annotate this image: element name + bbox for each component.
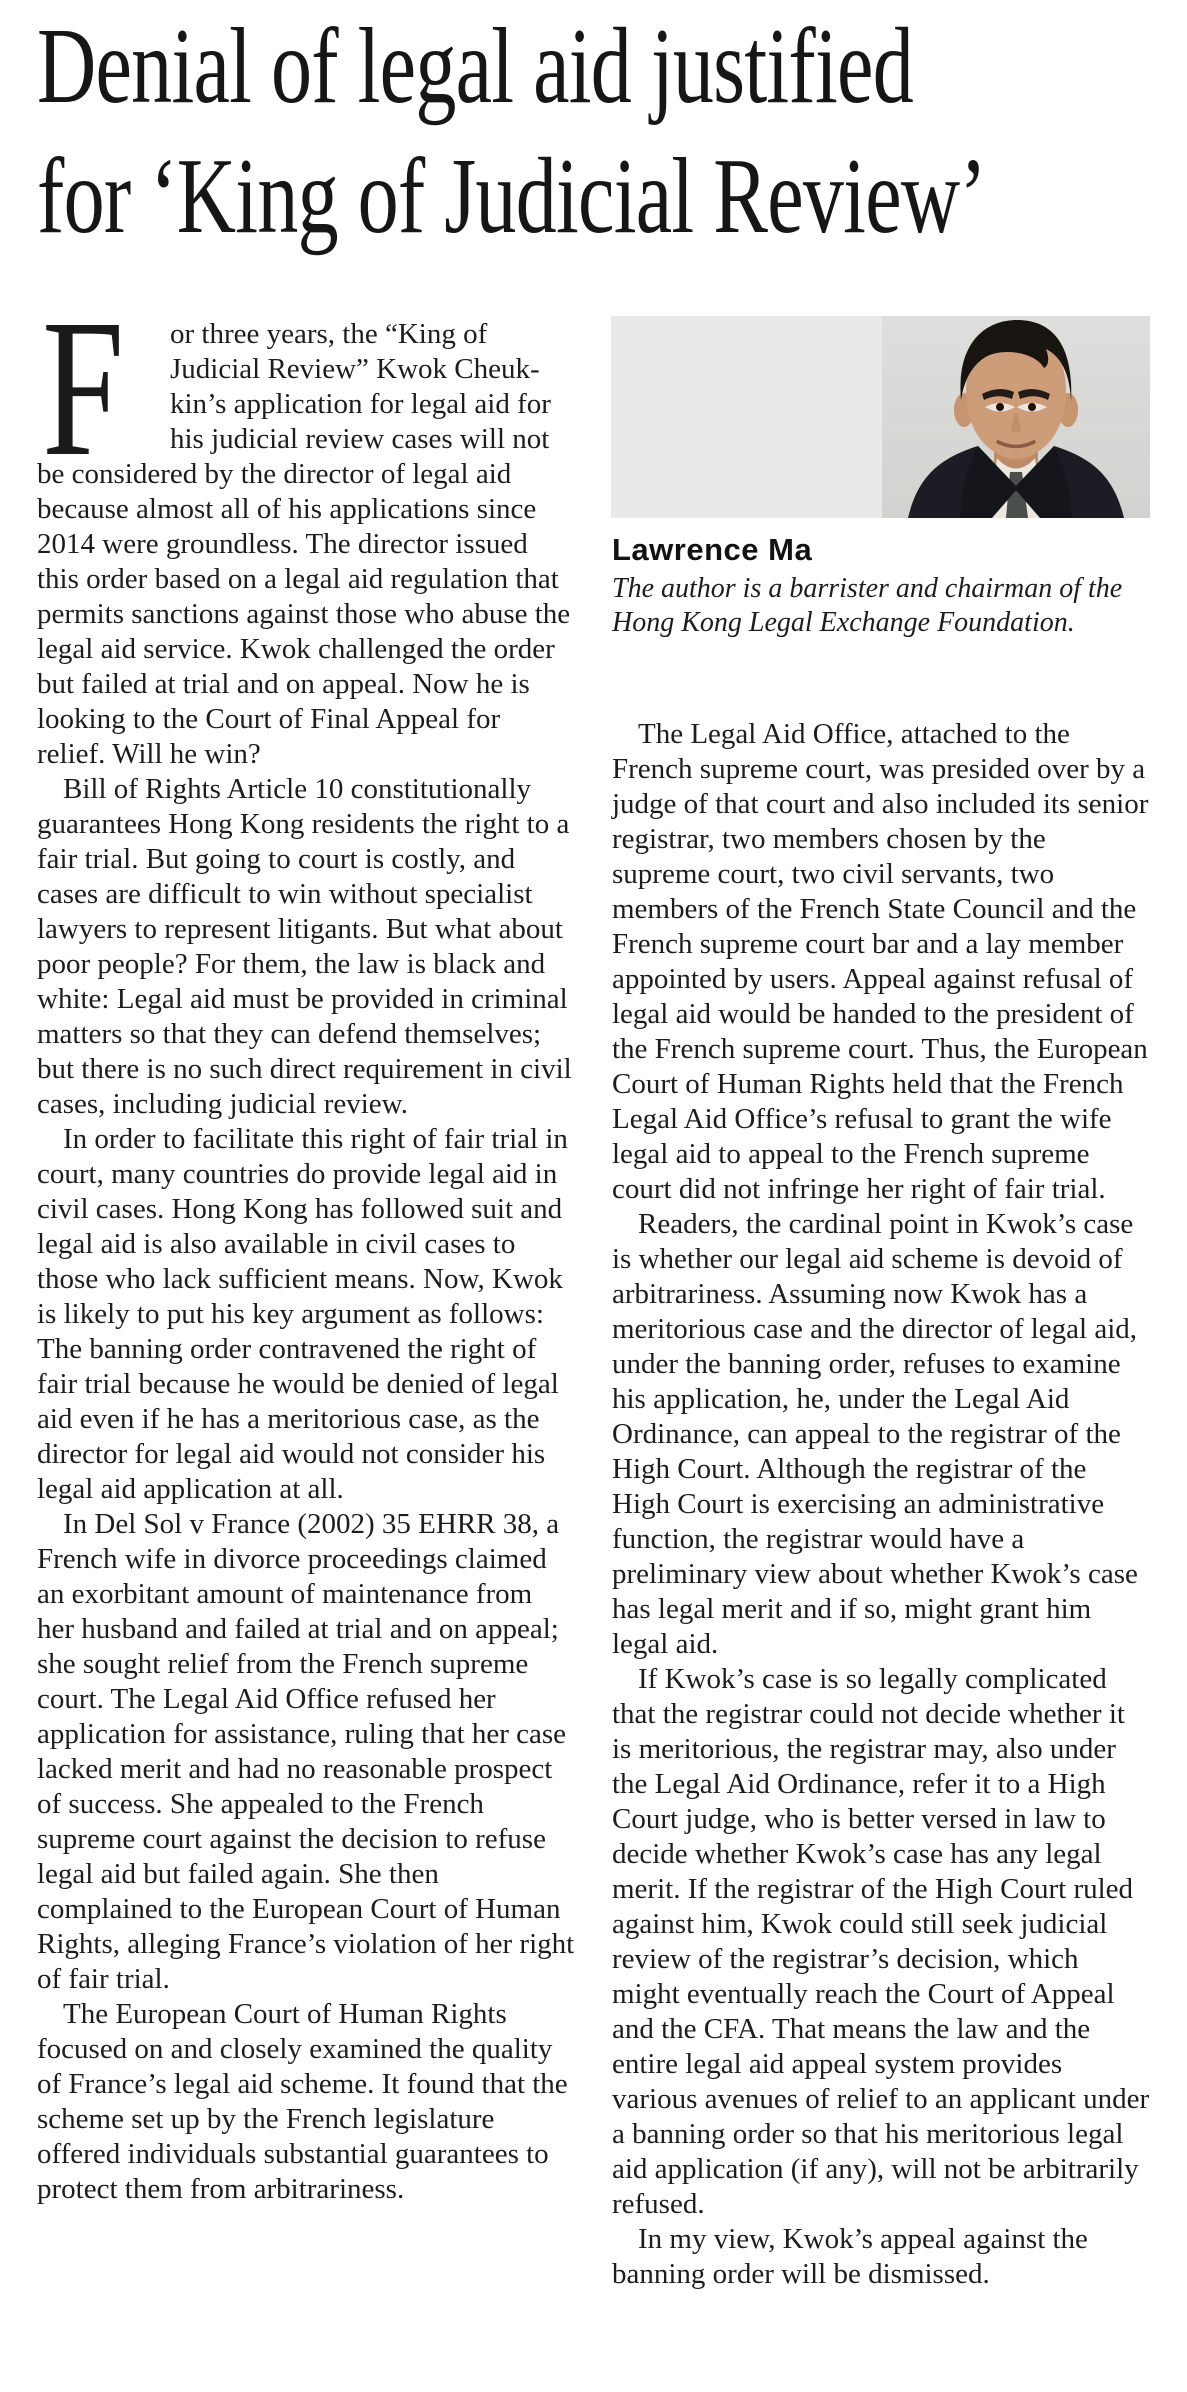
paragraph: In my view, Kwok’s appeal against the banning order will be dismissed. <box>612 2223 1088 2290</box>
author-bio: The author is a barrister and chairman of the Hong Kong Legal Exchange Foundation. <box>612 573 1123 638</box>
right-column <box>612 717 1150 2292</box>
paragraph: In order to facilitate this right of fair trial in court, many countries do provide legal aid in civil cases. Hong Kong has followed suit and legal aid is also available in civil cases to those who lack sufficient means. Now, Kwok is likely to put his key argument as follows: The banning order contravened the right of fair trial because he would be denied of legal aid even if he has a meritorious case, as the director for legal aid would not consider his legal aid application at all. <box>37 1123 568 1505</box>
paragraph: Readers, the cardinal point in Kwok’s case is whether our legal aid scheme is devoid of arbitrariness. Assuming now Kwok has a meritorious case and the director of legal aid, under the banning order, refuses to examine his application, he, under the Legal Aid Ordinance, can appeal to the registrar of the High Court. Although the registrar of the High Court is exercising an administrative function, the registrar would have a preliminary view about whether Kwok’s case has legal merit and if so, might grant him legal aid. <box>612 1208 1138 1660</box>
drop-cap: F <box>42 278 125 497</box>
left-column <box>37 317 575 2207</box>
paragraph: Bill of Rights Article 10 constitutionally guarantees Hong Kong residents the right to a fair trial. But going to court is costly, and cases are difficult to win without specialist lawyers to represent litigants. But what about poor people? For them, the law is black and white: Legal aid must be provided in criminal matters so that they can defend themselves; but there is no such direct requirement in civil cases, including judicial review. <box>37 773 572 1120</box>
author-portrait-image <box>882 316 1150 518</box>
author-photo <box>611 316 1150 518</box>
paragraph <box>37 317 575 772</box>
paragraph: In Del Sol v France (2002) 35 EHRR 38, a French wife in divorce proceedings claimed an exorbitant amount of maintenance from her husband and failed at trial and on appeal; she sought relief from the French supreme court. The Legal Aid Office refused her application for assistance, ruling that her case lacked merit and had no reasonable prospect of success. She appealed to the French supreme court against the decision to refuse legal aid but failed again. She then complained to the European Court of Human Rights, alleging France’s violation of her right of fair trial. <box>37 1508 575 1995</box>
headline <box>37 2 1154 262</box>
headline-line-2: for ‘King of Judicial Review’ <box>37 137 986 256</box>
paragraph: The European Court of Human Rights focused on and closely examined the quality of France’s legal aid scheme. It found that the scheme set up by the French legislature offered individuals substantial guarantees to protect them from arbitrariness. <box>37 1998 568 2205</box>
paragraph-text: or three years, the “King of Judicial Review” Kwok Cheuk-kin’s application for legal aid for his judicial review cases will not be considered by the director of legal aid because almost all of his applications since 2014 were groundless. The director issued this order based on a legal aid regulation that permits sanctions against those who abuse the legal aid service. Kwok challenged the order but failed at trial and on appeal. Now he is looking to the Court of Final Appeal for relief. Will he win? <box>37 318 571 770</box>
byline <box>612 531 1150 640</box>
paragraph: The Legal Aid Office, attached to the French supreme court, was presided over by a judge of that court and also included its senior registrar, two members chosen by the supreme court, two civil servants, two members of the French State Council and the French supreme court bar and a lay member appointed by users. Appeal against refusal of legal aid would be handed to the president of the French supreme court. Thus, the European Court of Human Rights held that the French Legal Aid Office’s refusal to grant the wife legal aid to appeal to the French supreme court did not infringe her right of fair trial. <box>612 718 1149 1205</box>
headline-line-1: Denial of legal aid justified <box>37 7 913 126</box>
paragraph: If Kwok’s case is so legally complicated that the registrar could not decide whether it is meritorious, the registrar may, also under the Legal Aid Ordinance, refer it to a High Court judge, who is better versed in law to decide whether Kwok’s case has any legal merit. If the registrar of the High Court ruled against him, Kwok could still seek judicial review of the registrar’s decision, which might eventually reach the Court of Appeal and the CFA. That means the law and the entire legal aid appeal system provides various avenues of relief to an applicant under a banning order so that his meritorious legal aid application (if any), will not be arbitrarily refused. <box>612 1663 1150 2220</box>
author-name: Lawrence Ma <box>612 532 813 567</box>
